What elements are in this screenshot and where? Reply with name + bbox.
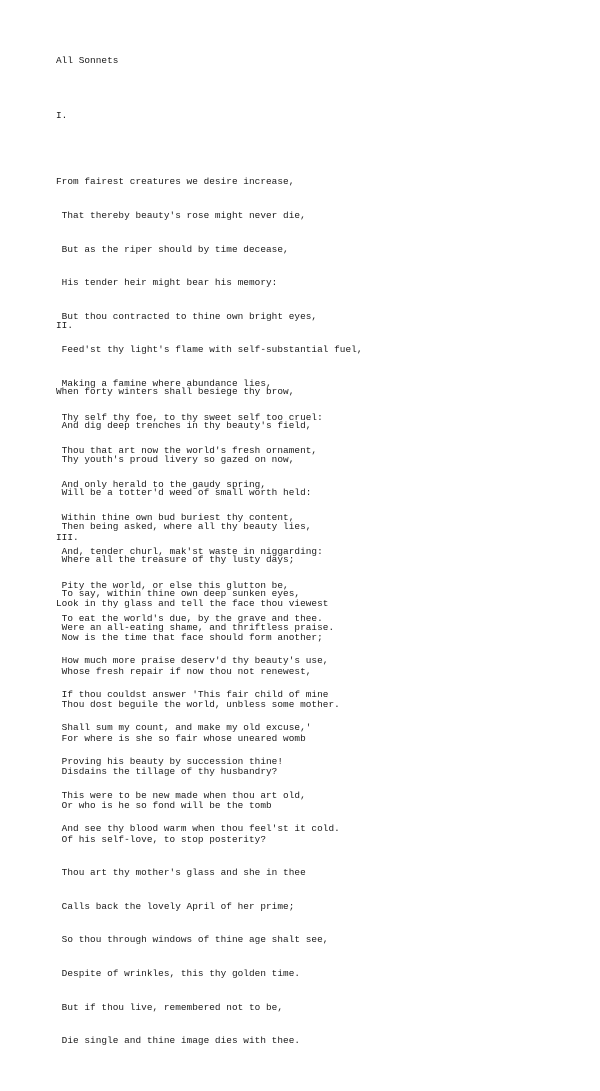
sonnet-line: But if thou live, remembered not to be, bbox=[56, 1001, 284, 1013]
sonnet-line: For where is she so fair whose uneared womb bbox=[56, 732, 306, 744]
sonnet-line: Where all the treasure of thy lusty days; bbox=[56, 554, 295, 566]
sonnet-number: III. bbox=[56, 532, 79, 544]
sonnet-line: Now is the time that face should form another; bbox=[56, 632, 323, 644]
sonnet-line: And dig deep trenches in thy beauty's field, bbox=[56, 420, 312, 432]
sonnet-line: Shall sum my count, and make my old excuse,' bbox=[56, 722, 312, 734]
sonnet-line: To say, within thine own deep sunken eyes, bbox=[56, 587, 301, 599]
sonnet-line: Disdains the tillage of thy husbandry? bbox=[56, 766, 278, 778]
sonnet-line: Pity the world, or else this glutton be, bbox=[56, 579, 289, 591]
sonnet-number: I. bbox=[56, 110, 68, 122]
sonnet-line: If thou couldst answer 'This fair child of mine bbox=[56, 688, 329, 700]
sonnet-number: II. bbox=[56, 320, 74, 332]
sonnet-line: Despite of wrinkles, this thy golden time. bbox=[56, 967, 301, 979]
sonnet-line: Thy youth's proud livery so gazed on now, bbox=[56, 453, 295, 465]
sonnet-line: Or who is he so fond will be the tomb bbox=[56, 799, 272, 811]
sonnet-line: Whose fresh repair if now thou not renewest, bbox=[56, 665, 312, 677]
sonnet-line: Were an all-eating shame, and thriftless praise. bbox=[56, 621, 335, 633]
sonnet-line: His tender heir might bear his memory: bbox=[56, 277, 278, 289]
sonnet-lines bbox=[56, 576, 340, 1069]
sonnet-line: And see thy blood warm when thou feel'st it cold. bbox=[56, 823, 340, 835]
sonnet-line: So thou through windows of thine age shalt see, bbox=[56, 934, 329, 946]
sonnet-line: Then being asked, where all thy beauty lies, bbox=[56, 520, 312, 532]
sonnet-line: Look in thy glass and tell the face thou viewest bbox=[56, 598, 329, 610]
sonnet-block bbox=[56, 510, 340, 1091]
sonnet-line: This were to be new made when thou art old, bbox=[56, 789, 306, 801]
sonnet-line: Thou dost beguile the world, unbless some mother. bbox=[56, 699, 340, 711]
sonnet-line: Thy self thy foe, to thy sweet self too cruel: bbox=[56, 411, 323, 423]
sonnet-line: But as the riper should by time decease, bbox=[56, 243, 289, 255]
sonnet-line: Making a famine where abundance lies, bbox=[56, 377, 272, 389]
sonnet-line: And only herald to the gaudy spring, bbox=[56, 478, 267, 490]
sonnet-line: Thou that art now the world's fresh ornament, bbox=[56, 445, 318, 457]
sonnet-line: Within thine own bud buriest thy content, bbox=[56, 512, 295, 524]
sonnet-line: From fairest creatures we desire increase, bbox=[56, 176, 295, 188]
sonnet-line: How much more praise deserv'd thy beauty's use, bbox=[56, 655, 329, 667]
sonnet-line: To eat the world's due, by the grave and thee. bbox=[56, 613, 323, 625]
sonnet-line: Calls back the lovely April of her prime; bbox=[56, 900, 295, 912]
sonnet-line: But thou contracted to thine own bright eyes, bbox=[56, 310, 318, 322]
sonnet-line: That thereby beauty's rose might never die, bbox=[56, 210, 306, 222]
sonnet-line: Of his self-love, to stop posterity? bbox=[56, 833, 267, 845]
sonnet-line: When forty winters shall besiege thy brow, bbox=[56, 386, 295, 398]
sonnet-line: Proving his beauty by succession thine! bbox=[56, 755, 284, 767]
sonnet-line: Die single and thine image dies with thee. bbox=[56, 1035, 301, 1047]
document-title: All Sonnets bbox=[56, 55, 119, 66]
sonnet-line: Thou art thy mother's glass and she in thee bbox=[56, 867, 306, 879]
sonnet-line: And, tender churl, mak'st waste in niggarding: bbox=[56, 545, 323, 557]
sonnet-line: Will be a totter'd weed of small worth held: bbox=[56, 487, 312, 499]
sonnet-line: Feed'st thy light's flame with self-substantial fuel, bbox=[56, 344, 363, 356]
